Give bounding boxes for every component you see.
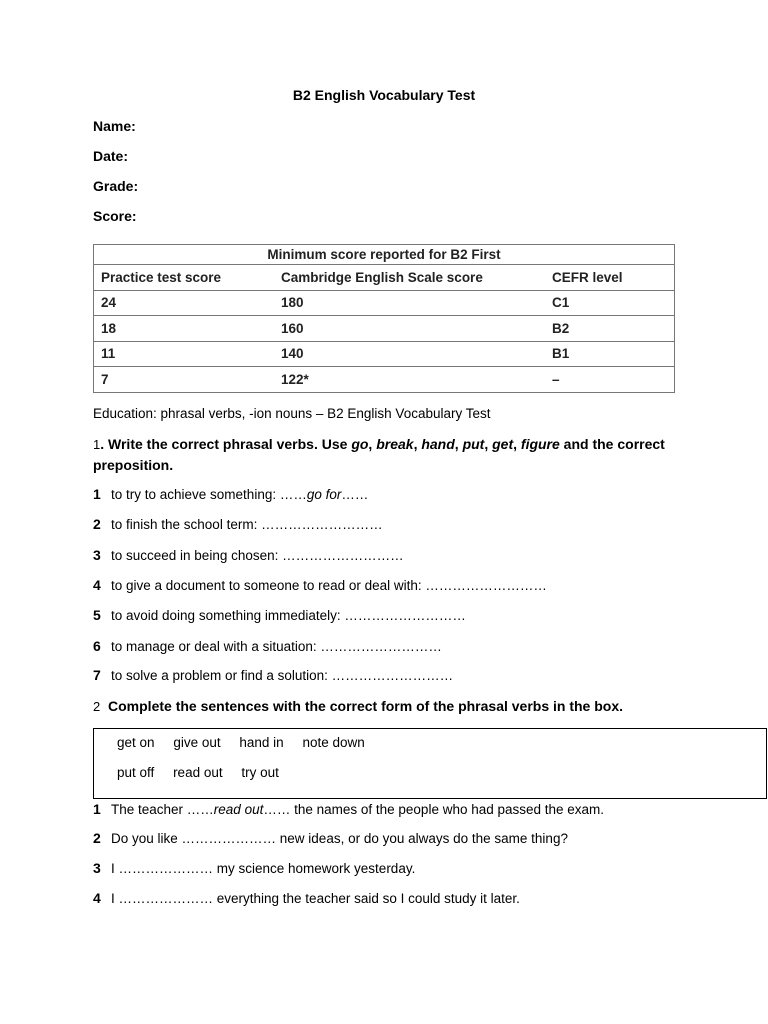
item-number: 2 (93, 830, 101, 846)
table-cell: B1 (545, 341, 675, 367)
box-word: note down (302, 735, 365, 750)
item-text: I ………………… everything the teacher said so I could study it later. (111, 891, 520, 906)
list-item (93, 801, 604, 817)
list-item (93, 607, 466, 623)
table-cell: 140 (274, 341, 545, 367)
list-item (93, 486, 368, 502)
task2-instruction (93, 696, 623, 717)
item-number: 4 (93, 577, 101, 593)
test-subtitle: Education: phrasal verbs, -ion nouns – B2 English Vocabulary Test (93, 406, 491, 421)
list-item (93, 547, 404, 563)
item-text: Do you like ………………… new ideas, or do you always do the same thing? (111, 831, 568, 846)
item-text: to finish the school term: ……………………… (111, 517, 383, 532)
item-text: to manage or deal with a situation: ……………………… (111, 639, 442, 654)
item-text: to avoid doing something immediately: ……………………… (111, 608, 466, 623)
box-word: give out (173, 735, 221, 750)
box-row (117, 735, 380, 750)
box-word: get on (117, 735, 155, 750)
table-cell: 18 (94, 316, 275, 342)
table-cell: 11 (94, 341, 275, 367)
list-item (93, 830, 568, 846)
item-number: 2 (93, 516, 101, 532)
box-word: try out (241, 765, 279, 780)
list-item (93, 890, 520, 906)
task1-instruction-text: preposition. (93, 457, 174, 473)
table-caption-row (94, 245, 675, 265)
verb-go: go (351, 436, 369, 452)
table-header: Cambridge English Scale score (274, 265, 545, 291)
table-row (94, 341, 675, 367)
table-row (94, 367, 675, 393)
page-title: B2 English Vocabulary Test (292, 87, 476, 103)
table-caption: Minimum score reported for B2 First (94, 245, 675, 265)
item-tail: …… the names of the people who had passed the exam. (263, 802, 605, 817)
table-cell: 24 (94, 290, 275, 316)
item-text: to succeed in being chosen: ……………………… (111, 548, 404, 563)
item-number: 7 (93, 667, 101, 683)
table-cell: B2 (545, 316, 675, 342)
item-tail: …… (341, 487, 369, 502)
verb-get: get (492, 436, 514, 452)
item-number: 1 (93, 801, 101, 817)
item-text: to try to achieve something: …… (111, 487, 307, 502)
table-header: CEFR level (545, 265, 675, 291)
item-text: The teacher …… (111, 802, 214, 817)
task1-instruction-text: . Write the correct phrasal verbs. Use (100, 436, 352, 452)
table-cell: 180 (274, 290, 545, 316)
table-cell: 122* (274, 367, 545, 393)
verb-figure: figure (520, 436, 560, 452)
list-item (93, 667, 453, 683)
table-cell: 7 (94, 367, 275, 393)
item-number: 5 (93, 607, 101, 623)
box-word: read out (173, 765, 223, 780)
date-field-label: Date: (93, 148, 129, 164)
item-number: 4 (93, 890, 101, 906)
list-item (93, 860, 415, 876)
list-item (93, 638, 442, 654)
task1-instruction-text: and the correct (559, 436, 665, 452)
item-number: 1 (93, 486, 101, 502)
table-header-row (94, 265, 675, 291)
task2-number: 2 (93, 699, 101, 714)
item-text: to solve a problem or find a solution: ……………………… (111, 668, 454, 683)
phrasal-verb-box (93, 728, 767, 799)
verb-hand: hand (421, 436, 455, 452)
verb-put: put (462, 436, 485, 452)
task2-instruction-text: Complete the sentences with the correct form of the phrasal verbs in the box. (108, 698, 624, 714)
table-row (94, 290, 675, 316)
item-answer: read out (213, 802, 264, 817)
item-number: 6 (93, 638, 101, 654)
table-cell: C1 (545, 290, 675, 316)
table-cell: – (545, 367, 675, 393)
table-cell: 160 (274, 316, 545, 342)
box-word: hand in (239, 735, 284, 750)
score-field-label: Score: (93, 208, 137, 224)
table-header: Practice test score (94, 265, 275, 291)
item-answer: go for (306, 487, 342, 502)
verb-break: break (376, 436, 414, 452)
item-text: to give a document to someone to read or deal with: ……………………… (111, 578, 547, 593)
table-row (94, 316, 675, 342)
task1-number: 1 (93, 437, 101, 452)
item-number: 3 (93, 547, 101, 563)
list-item (93, 516, 383, 532)
list-item (93, 577, 547, 593)
name-field-label: Name: (93, 118, 136, 134)
item-number: 3 (93, 860, 101, 876)
box-row (117, 765, 294, 780)
task1-instruction: 1. Write the correct phrasal verbs. Use go, break, hand, put, get, figure and the correct preposition. (93, 436, 665, 473)
box-word: put off (117, 765, 155, 780)
grade-field-label: Grade: (93, 178, 139, 194)
item-text: I ………………… my science homework yesterday. (111, 861, 416, 876)
score-table (93, 244, 675, 393)
